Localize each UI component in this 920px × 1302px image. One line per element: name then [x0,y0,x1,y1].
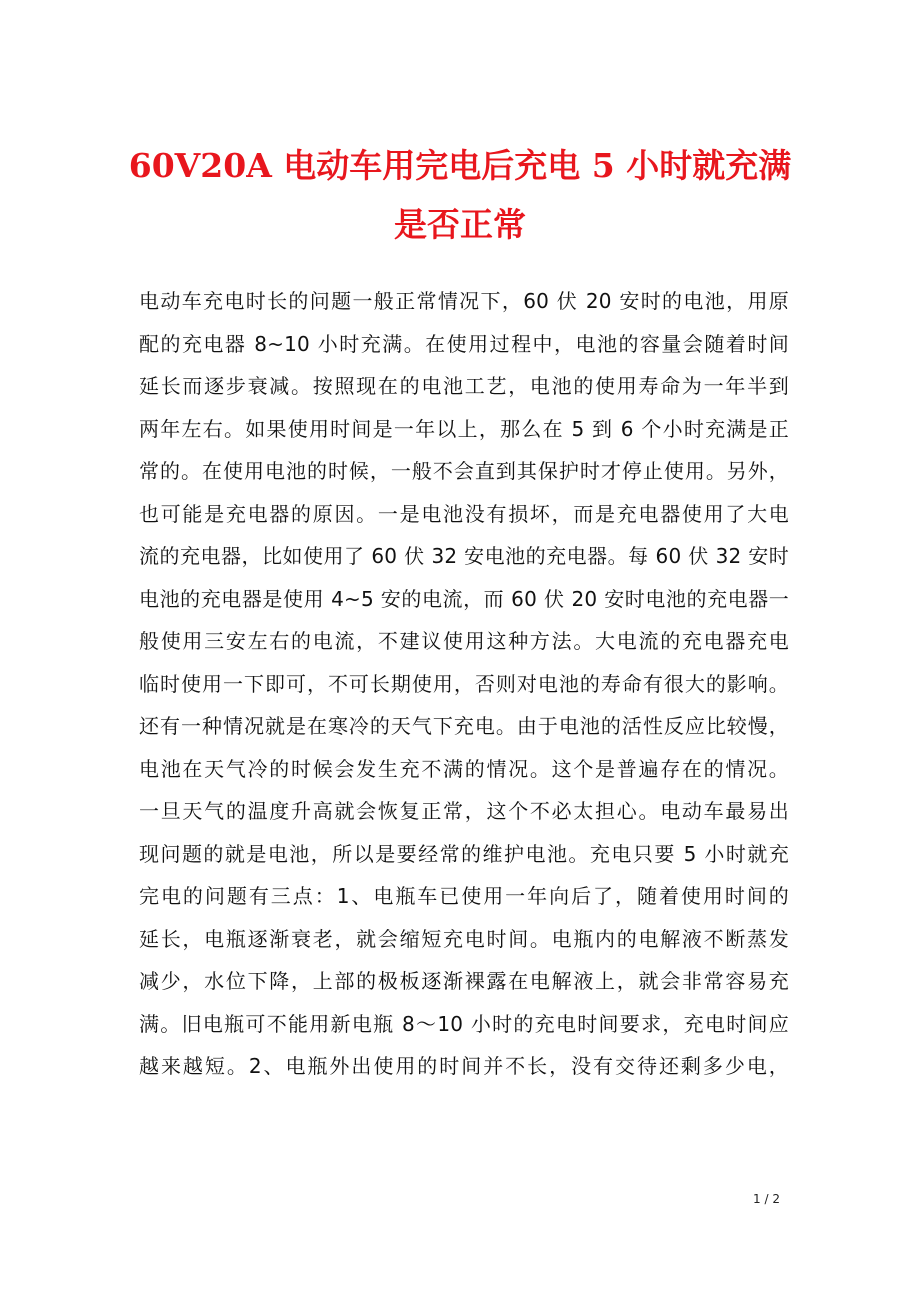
body-line: 现问题的就是电池，所以是要经常的维护电池。充电只要 5 小时就充 [139,841,789,866]
body-line: 电池的充电器是使用 4~5 安的电流，而 60 伏 20 安时电池的充电器一 [139,586,789,611]
body-line: 越来越短。2、电瓶外出使用的时间并不长，没有交待还剩多少电， [139,1054,789,1078]
document-title-line-2: 是否正常 [394,205,526,244]
body-line: 完电的问题有三点：1、电瓶车已使用一年向后了，随着使用时间的 [139,884,789,908]
body-line: 延长，电瓶逐渐衰老，就会缩短充电时间。电瓶内的电解液不断蒸发 [139,926,789,951]
body-line: 也可能是充电器的原因。一是电池没有损坏，而是充电器使用了大电 [139,501,789,526]
document-body [139,280,789,1088]
body-line: 常的。在使用电池的时候，一般不会直到其保护时才停止使用。另外， [139,459,789,483]
body-line: 满。旧电瓶可不能用新电瓶 8～10 小时的充电时间要求，充电时间应 [139,1011,789,1036]
page-number: 1 / 2 [753,1192,780,1206]
body-line: 电池在天气冷的时候会发生充不满的情况。这个是普遍存在的情况。 [139,756,789,781]
document-title-line-1: 60V20A 电动车用完电后充电 5 小时就充满 [128,146,792,185]
body-line: 般使用三安左右的电流，不建议使用这种方法。大电流的充电器充电 [139,629,789,653]
body-line: 流的充电器，比如使用了 60 伏 32 安电池的充电器。每 60 伏 32 安时 [139,544,789,568]
body-line: 一旦天气的温度升高就会恢复正常，这个不必太担心。电动车最易出 [139,799,789,823]
body-line: 电动车充电时长的问题一般正常情况下，60 伏 20 安时的电池，用原 [139,289,789,313]
body-line: 配的充电器 8~10 小时充满。在使用过程中，电池的容量会随着时间 [139,331,789,356]
body-line: 临时使用一下即可，不可长期使用，否则对电池的寿命有很大的影响。 [139,671,789,696]
body-line: 两年左右。如果使用时间是一年以上，那么在 5 到 6 个小时充满是正 [139,416,789,441]
body-line: 延长而逐步衰减。按照现在的电池工艺，电池的使用寿命为一年半到 [139,374,789,398]
body-line: 还有一种情况就是在寒冷的天气下充电。由于电池的活性反应比较慢， [139,714,789,738]
body-line: 减少，水位下降，上部的极板逐渐裸露在电解液上，就会非常容易充 [139,969,789,993]
